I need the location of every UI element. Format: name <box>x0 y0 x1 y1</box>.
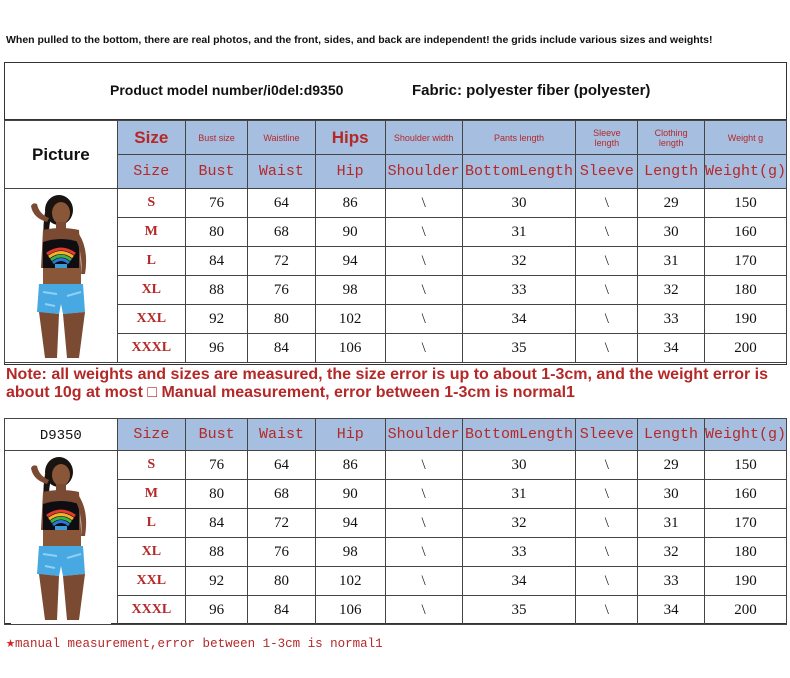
table-cell: \ <box>576 596 638 625</box>
table-row <box>5 334 787 363</box>
table-cell: 76 <box>248 538 315 567</box>
table-cell: 94 <box>315 509 385 538</box>
table-cell: 180 <box>704 276 786 305</box>
table-cell: \ <box>385 567 462 596</box>
table-cell: 98 <box>315 538 385 567</box>
hdr-bust-size: Bust size <box>185 121 247 155</box>
table-cell: \ <box>385 538 462 567</box>
table-cell: 86 <box>315 451 385 480</box>
table-cell: 106 <box>315 596 385 625</box>
table-cell: \ <box>385 305 462 334</box>
size-cell: S <box>117 451 185 480</box>
table-cell: \ <box>385 189 462 218</box>
table-cell: 76 <box>185 189 247 218</box>
size-chart-table-2 <box>4 418 787 625</box>
table-cell: \ <box>385 451 462 480</box>
table-row <box>5 247 787 276</box>
table-cell: 68 <box>248 218 315 247</box>
table-cell: 84 <box>248 596 315 625</box>
table-cell: 200 <box>704 334 786 363</box>
hdr2-bust: Bust <box>185 155 247 189</box>
table-cell: 96 <box>185 596 247 625</box>
table-cell: \ <box>576 276 638 305</box>
table-cell: 150 <box>704 189 786 218</box>
hdr2-waist: Waist <box>248 155 315 189</box>
table-cell: \ <box>385 218 462 247</box>
table-cell: 92 <box>185 305 247 334</box>
size-cell: XXL <box>117 567 185 596</box>
table-row <box>5 509 787 538</box>
table-cell: 160 <box>704 218 786 247</box>
model-photo <box>11 190 111 362</box>
size-cell: XL <box>117 538 185 567</box>
table-cell: 92 <box>185 567 247 596</box>
table-cell: 190 <box>704 305 786 334</box>
size-cell: XXXL <box>117 334 185 363</box>
hdr-hips: Hips <box>315 121 385 155</box>
fabric-info: Fabric: polyester fiber (polyester) <box>412 82 651 99</box>
t2-hdr-length: Length <box>638 419 705 451</box>
top-note: When pulled to the bottom, there are real photos, and the front, sides, and back are independent! the grids include various sizes and weights! <box>6 34 713 46</box>
hdr-size: Size <box>117 121 185 155</box>
t2-hdr-hip: Hip <box>315 419 385 451</box>
size-cell: M <box>117 218 185 247</box>
t2-picture-cell <box>5 451 118 625</box>
table-cell: 80 <box>248 305 315 334</box>
table-cell: 80 <box>185 218 247 247</box>
size-cell: L <box>117 509 185 538</box>
size-cell: XL <box>117 276 185 305</box>
hdr-weight-g: Weight g <box>704 121 786 155</box>
footer-text: manual measurement,error between 1-3cm is normal1 <box>15 637 383 651</box>
table-cell: 88 <box>185 538 247 567</box>
table-cell: 64 <box>248 189 315 218</box>
t2-hdr-shoulder: Shoulder <box>385 419 462 451</box>
table-cell: \ <box>576 509 638 538</box>
table-cell: 33 <box>638 305 705 334</box>
table-cell: 84 <box>185 247 247 276</box>
t1-picture-cell <box>5 189 118 363</box>
table-row <box>5 480 787 509</box>
table-cell: \ <box>385 509 462 538</box>
table-cell: 33 <box>638 567 705 596</box>
table-cell: 34 <box>638 596 705 625</box>
table-cell: \ <box>576 480 638 509</box>
table-cell: 31 <box>638 247 705 276</box>
table-cell: 35 <box>462 334 576 363</box>
product-model: Product model number/i0del:d9350 <box>110 82 344 98</box>
hdr2-hip: Hip <box>315 155 385 189</box>
table-cell: 32 <box>638 538 705 567</box>
hdr2-shoulder: Shoulder <box>385 155 462 189</box>
header-row-top <box>5 121 787 155</box>
table-cell: \ <box>576 538 638 567</box>
table-cell: \ <box>576 334 638 363</box>
table-cell: 76 <box>248 276 315 305</box>
hdr-waistline: Waistline <box>248 121 315 155</box>
hdr2-sleeve: Sleeve <box>576 155 638 189</box>
table-cell: 76 <box>185 451 247 480</box>
table-cell: \ <box>385 276 462 305</box>
t2-hdr-weight: Weight(g) <box>704 419 786 451</box>
table-cell: 80 <box>185 480 247 509</box>
table-cell: 72 <box>248 247 315 276</box>
table-cell: 30 <box>638 218 705 247</box>
table-cell: 30 <box>462 189 576 218</box>
table-cell: 190 <box>704 567 786 596</box>
table-row <box>5 596 787 625</box>
hdr-shoulder-width: Shoulder width <box>385 121 462 155</box>
t2-hdr-waist: Waist <box>248 419 315 451</box>
table2-header-row <box>5 419 787 451</box>
footer-note <box>6 633 383 652</box>
table-cell: 80 <box>248 567 315 596</box>
table-cell: 72 <box>248 509 315 538</box>
table-cell: 86 <box>315 189 385 218</box>
table-cell: 84 <box>185 509 247 538</box>
table-cell: 90 <box>315 480 385 509</box>
t2-hdr-sleeve: Sleeve <box>576 419 638 451</box>
table-cell: \ <box>385 334 462 363</box>
size-cell: L <box>117 247 185 276</box>
table-cell: 35 <box>462 596 576 625</box>
table-cell: 32 <box>462 247 576 276</box>
hdr2-size: Size <box>117 155 185 189</box>
table-cell: 106 <box>315 334 385 363</box>
hdr-clothing-length: Clothing length <box>638 121 705 155</box>
model-code-cell: D9350 <box>5 419 118 451</box>
header-row-bottom <box>5 155 787 189</box>
size-cell: S <box>117 189 185 218</box>
table-cell: \ <box>385 596 462 625</box>
table-cell: \ <box>576 451 638 480</box>
table-cell: 84 <box>248 334 315 363</box>
table-cell: 33 <box>462 276 576 305</box>
table-row <box>5 451 787 480</box>
hdr2-length: Length <box>638 155 705 189</box>
table-cell: 31 <box>638 509 705 538</box>
table-cell: 33 <box>462 538 576 567</box>
picture-header: Picture <box>5 121 118 189</box>
star-icon: ★ <box>6 635 16 652</box>
table-cell: 30 <box>462 451 576 480</box>
table-cell: \ <box>576 305 638 334</box>
table-cell: \ <box>576 567 638 596</box>
table-cell: 150 <box>704 451 786 480</box>
table-cell: \ <box>385 480 462 509</box>
table-cell: 31 <box>462 480 576 509</box>
table-cell: 170 <box>704 509 786 538</box>
table-cell: \ <box>576 247 638 276</box>
table-cell: 32 <box>638 276 705 305</box>
table-row <box>5 538 787 567</box>
size-cell: XXL <box>117 305 185 334</box>
table-cell: 102 <box>315 305 385 334</box>
table-cell: 160 <box>704 480 786 509</box>
model-photo <box>11 452 111 624</box>
hdr-sleeve-length: Sleeve length <box>576 121 638 155</box>
table-row <box>5 218 787 247</box>
table-cell: 94 <box>315 247 385 276</box>
hdr2-bottom-length: BottomLength <box>462 155 576 189</box>
table-cell: 170 <box>704 247 786 276</box>
t2-hdr-bottom-length: BottomLength <box>462 419 576 451</box>
table-cell: 30 <box>638 480 705 509</box>
table-cell: 34 <box>638 334 705 363</box>
table-row <box>5 276 787 305</box>
table-cell: 180 <box>704 538 786 567</box>
table-cell: \ <box>576 189 638 218</box>
table-cell: 88 <box>185 276 247 305</box>
table-cell: \ <box>385 247 462 276</box>
table-row <box>5 305 787 334</box>
table-cell: 31 <box>462 218 576 247</box>
table-cell: \ <box>576 218 638 247</box>
table-cell: 29 <box>638 451 705 480</box>
table-cell: 32 <box>462 509 576 538</box>
size-cell: M <box>117 480 185 509</box>
t2-hdr-bust: Bust <box>185 419 247 451</box>
table-cell: 29 <box>638 189 705 218</box>
table-row <box>5 567 787 596</box>
table-cell: 64 <box>248 451 315 480</box>
table-cell: 98 <box>315 276 385 305</box>
size-chart-table-1 <box>4 120 787 363</box>
size-cell: XXXL <box>117 596 185 625</box>
table-cell: 90 <box>315 218 385 247</box>
table-cell: 34 <box>462 305 576 334</box>
table-cell: 34 <box>462 567 576 596</box>
table-cell: 96 <box>185 334 247 363</box>
table-cell: 102 <box>315 567 385 596</box>
measurement-note: Note: all weights and sizes are measured, the size error is up to about 1-3cm, and the weight error is about 10g at most □ Manual measurement, error between 1-3cm is normal1 <box>6 366 768 401</box>
table-row <box>5 189 787 218</box>
hdr2-weight: Weight(g) <box>704 155 786 189</box>
table-cell: 200 <box>704 596 786 625</box>
hdr-pants-length: Pants length <box>462 121 576 155</box>
t2-hdr-size: Size <box>117 419 185 451</box>
product-info-row <box>4 62 787 120</box>
table-cell: 68 <box>248 480 315 509</box>
